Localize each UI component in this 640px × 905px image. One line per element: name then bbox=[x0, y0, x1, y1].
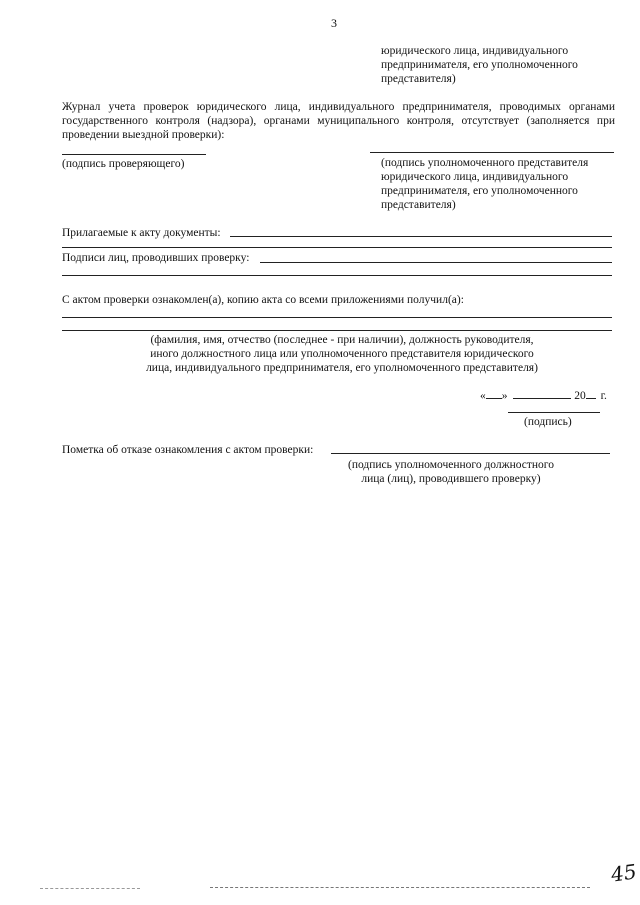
date-line bbox=[480, 389, 607, 403]
top-caption bbox=[381, 44, 621, 86]
name-caption-line-1: (фамилия, имя, отчество (последнее - при наличии), должность руководителя, bbox=[150, 334, 534, 346]
scan-artifact bbox=[40, 888, 140, 889]
date-year-blank bbox=[586, 389, 596, 399]
representative-caption-line-3: предпринимателя, его уполномоченного bbox=[381, 185, 578, 197]
refusal-label: Пометка об отказе ознакомления с актом проверки: bbox=[62, 444, 314, 456]
date-day-blank bbox=[486, 389, 502, 399]
official-caption-line-1: (подпись уполномоченного должностного bbox=[348, 459, 554, 471]
name-caption-line-3: лица, индивидуального предпринимателя, его уполномоченного представителя) bbox=[146, 362, 538, 374]
journal-paragraph bbox=[62, 100, 615, 142]
top-caption-line-1: юридического лица, индивидуального bbox=[381, 45, 569, 57]
representative-caption bbox=[381, 156, 621, 212]
inspectors-signatures-line-2 bbox=[62, 275, 612, 276]
name-caption bbox=[100, 333, 584, 375]
journal-line-1: Журнал учета проверок юридического лица, индивидуального предпринимателя, проводимых органами bbox=[62, 101, 615, 113]
scan-artifact bbox=[210, 887, 590, 888]
attached-docs-line-1 bbox=[230, 236, 612, 237]
acquainted-line-2 bbox=[62, 330, 612, 331]
date-open-quote: « bbox=[480, 390, 486, 402]
attached-docs-label: Прилагаемые к акту документы: bbox=[62, 227, 221, 239]
inspector-caption: (подпись проверяющего) bbox=[62, 158, 185, 170]
inspectors-signatures-line-1 bbox=[260, 262, 612, 263]
page-number: 3 bbox=[331, 16, 337, 30]
date-year-prefix: 20 bbox=[574, 390, 586, 402]
signature-line bbox=[508, 412, 600, 413]
date-year-suffix: г. bbox=[600, 390, 607, 402]
top-caption-line-3: представителя) bbox=[381, 73, 456, 85]
official-caption bbox=[331, 458, 571, 486]
inspector-signature-line bbox=[62, 154, 206, 155]
inspectors-signatures-label: Подписи лиц, проводивших проверку: bbox=[62, 252, 250, 264]
representative-caption-line-4: представителя) bbox=[381, 199, 456, 211]
name-caption-line-2: иного должностного лица или уполномоченного представителя юридического bbox=[150, 348, 534, 360]
handwritten-number: 45 bbox=[609, 859, 638, 887]
date-month-blank bbox=[513, 389, 571, 399]
attached-docs-line-2 bbox=[62, 247, 612, 248]
representative-caption-line-1: (подпись уполномоченного представителя bbox=[381, 157, 589, 169]
official-caption-line-2: лица (лиц), проводившего проверку) bbox=[361, 473, 541, 485]
top-caption-line-2: предпринимателя, его уполномоченного bbox=[381, 59, 578, 71]
refusal-line bbox=[331, 453, 610, 454]
signature-caption: (подпись) bbox=[524, 416, 572, 428]
acquainted-text: С актом проверки ознакомлен(а), копию акта со всеми приложениями получил(а): bbox=[62, 294, 464, 306]
journal-line-2: государственного контроля (надзора), органами муниципального контроля, отсутствует (заполняется при bbox=[62, 115, 615, 127]
representative-signature-line bbox=[370, 152, 614, 153]
acquainted-line-1 bbox=[62, 317, 612, 318]
representative-caption-line-2: юридического лица, индивидуального bbox=[381, 171, 569, 183]
date-close-quote: » bbox=[501, 390, 508, 402]
journal-line-3: проведении выездной проверки): bbox=[62, 129, 225, 141]
